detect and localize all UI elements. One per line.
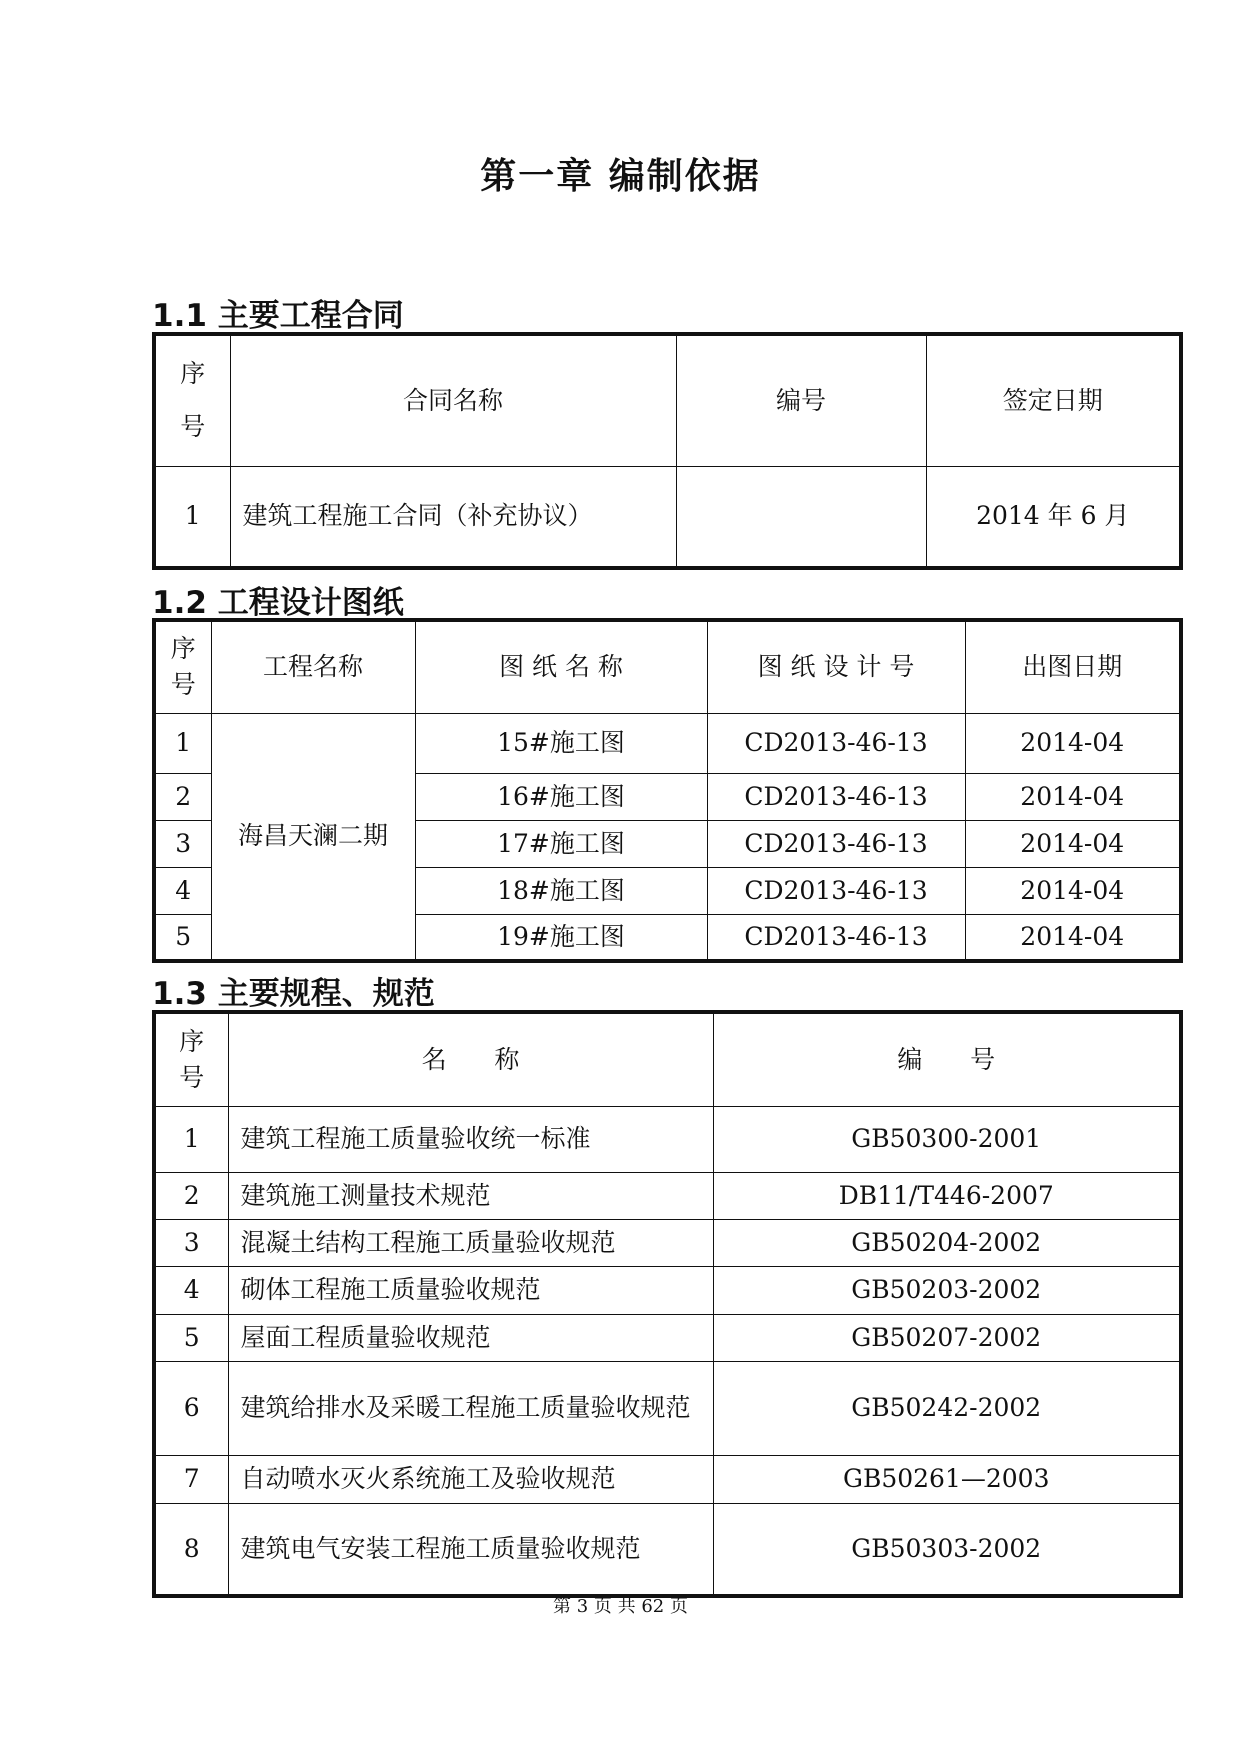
header-cell: 图 纸 名 称 [415,620,707,713]
table-header-row [154,620,1181,713]
row-number: 2 [154,773,211,820]
drawings-table [152,618,1183,963]
header-cell: 编 号 [713,1012,1181,1106]
table-header-row [154,334,1181,466]
drawing-code: CD2013-46-13 [707,820,965,867]
table-row [154,1219,1181,1266]
table-row [154,466,1181,568]
standard-name: 砌体工程施工质量验收规范 [228,1266,713,1314]
table-row [154,1314,1181,1361]
standard-code: GB50303-2002 [713,1503,1181,1596]
contracts-table [152,332,1183,570]
row-number: 4 [154,867,211,914]
drawing-name: 18#施工图 [415,867,707,914]
row-number: 1 [154,466,230,568]
drawing-date: 2014-04 [965,773,1181,820]
table-row [154,1455,1181,1503]
contract-name: 建筑工程施工合同（补充协议） [230,466,676,568]
header-cell: 序号 [154,334,230,466]
row-number: 8 [154,1503,228,1596]
header-cell: 签定日期 [926,334,1181,466]
drawing-date: 2014-04 [965,713,1181,773]
header-cell: 合同名称 [230,334,676,466]
header-cell: 序号 [154,620,211,713]
page-footer: 第 3 页 共 62 页 [553,1596,688,1617]
row-number: 7 [154,1455,228,1503]
drawing-date: 2014-04 [965,820,1181,867]
standard-code: GB50203-2002 [713,1266,1181,1314]
row-number: 5 [154,914,211,961]
drawing-code: CD2013-46-13 [707,867,965,914]
standard-name: 混凝土结构工程施工质量验收规范 [228,1219,713,1266]
standard-code: GB50261—2003 [713,1455,1181,1503]
row-number: 1 [154,1106,228,1172]
header-cell: 序号 [154,1012,228,1106]
standard-name: 建筑给排水及采暖工程施工质量验收规范 [228,1361,713,1455]
table-row [154,1361,1181,1455]
table-header-row [154,1012,1181,1106]
standard-code: GB50204-2002 [713,1219,1181,1266]
section-title-drawings: 1.2 工程设计图纸 [152,585,404,621]
project-name: 海昌天澜二期 [211,713,415,961]
drawing-date: 2014-04 [965,867,1181,914]
table-row [154,1106,1181,1172]
contract-code [676,466,926,568]
drawing-code: CD2013-46-13 [707,773,965,820]
drawing-name: 16#施工图 [415,773,707,820]
standards-table [152,1010,1183,1598]
drawing-date: 2014-04 [965,914,1181,961]
table-row [154,1266,1181,1314]
header-cell: 名 称 [228,1012,713,1106]
row-number: 5 [154,1314,228,1361]
table-row [154,1172,1181,1219]
row-number: 6 [154,1361,228,1455]
section-title-standards: 1.3 主要规程、规范 [152,976,435,1012]
standard-code: GB50207-2002 [713,1314,1181,1361]
standard-name: 建筑施工测量技术规范 [228,1172,713,1219]
drawing-name: 15#施工图 [415,713,707,773]
drawing-name: 17#施工图 [415,820,707,867]
header-cell: 编号 [676,334,926,466]
contract-date: 2014 年 6 月 [926,466,1181,568]
standard-code: GB50242-2002 [713,1361,1181,1455]
section-title-contracts: 1.1 主要工程合同 [152,298,404,334]
table-row [154,713,1181,773]
drawing-name: 19#施工图 [415,914,707,961]
standard-name: 自动喷水灭火系统施工及验收规范 [228,1455,713,1503]
drawing-code: CD2013-46-13 [707,713,965,773]
table-row [154,1503,1181,1596]
chapter-title: 第一章 编制依据 [480,156,761,197]
standard-name: 建筑工程施工质量验收统一标准 [228,1106,713,1172]
row-number: 4 [154,1266,228,1314]
standard-name: 建筑电气安装工程施工质量验收规范 [228,1503,713,1596]
row-number: 3 [154,820,211,867]
standard-name: 屋面工程质量验收规范 [228,1314,713,1361]
header-cell: 图 纸 设 计 号 [707,620,965,713]
header-cell: 出图日期 [965,620,1181,713]
row-number: 3 [154,1219,228,1266]
row-number: 2 [154,1172,228,1219]
standard-code: GB50300-2001 [713,1106,1181,1172]
drawing-code: CD2013-46-13 [707,914,965,961]
row-number: 1 [154,713,211,773]
standard-code: DB11/T446-2007 [713,1172,1181,1219]
header-cell: 工程名称 [211,620,415,713]
